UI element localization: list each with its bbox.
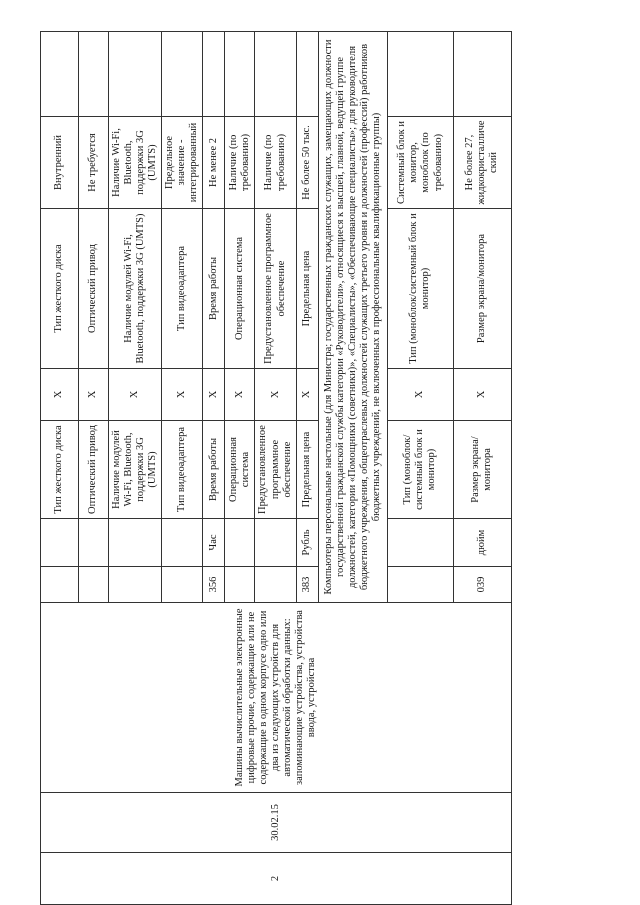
okei-code-cell [255, 567, 296, 603]
unit-cell [225, 519, 255, 567]
characteristic-name-cell: Наличие модулей Wi-Fi, Bluetooth, поддержки 3G (UMTS) [109, 421, 162, 519]
property-cell: Предельная цена [296, 209, 318, 369]
unit-cell [79, 519, 109, 567]
property-cell: Время работы [203, 209, 225, 369]
unit-cell [255, 519, 296, 567]
okei-code-cell [387, 567, 453, 603]
empty-cell [79, 32, 109, 117]
unit-cell [162, 519, 203, 567]
okei-code-cell [225, 567, 255, 603]
okei-code-cell [41, 567, 79, 603]
property-cell: Тип (моноблок/системный блок и монитор) [387, 209, 453, 369]
value-cell: Наличие (по требованию) [225, 117, 255, 209]
mark-cell: Х [162, 369, 203, 421]
characteristic-name-cell: Тип (моноблок/системный блок и монитор) [387, 421, 453, 519]
unit-cell [387, 519, 453, 567]
property-cell: Наличие модулей Wi-Fi, Bluetooth, поддержки 3G (UMTS) [109, 209, 162, 369]
property-cell: Тип видеоадаптера [162, 209, 203, 369]
requirements-table [40, 31, 512, 905]
property-cell: Размер экрана/монитора [453, 209, 511, 369]
value-cell: Не более 50 тыс. [296, 117, 318, 209]
empty-cell [387, 32, 453, 117]
okei-code-cell: 039 [453, 567, 511, 603]
unit-cell: Рубль [296, 519, 318, 567]
characteristic-name-cell: Предельная цена [296, 421, 318, 519]
unit-cell: Час [203, 519, 225, 567]
characteristic-name-cell: Тип видеоадаптера [162, 421, 203, 519]
group-description-cell: Компьютеры персональные настольные (для Министра; государственных гражданских служащих, замещающих должности государственной гражданской службы категории «Руководители», относящиеся к высшей, главной, ведущей группе должностей, категории «Помощники (советники)», «Специалисты», «Обеспечивающие специалисты»; для руководителя бюджетного учреждения, общеотраслевых должностей служащих третьего уровня и должностей (профессий) работников бюджетных учреждений, не включенных в профессиональные квалификационные группы) [318, 32, 387, 603]
empty-cell [109, 32, 162, 117]
table-row [41, 32, 79, 905]
unit-cell: дюйм [453, 519, 511, 567]
empty-cell [203, 32, 225, 117]
empty-cell [296, 32, 318, 117]
okpd-code-cell: 30.02.15 [41, 793, 512, 853]
mark-cell: Х [387, 369, 453, 421]
mark-cell: Х [255, 369, 296, 421]
value-cell: Системный блок и монитор, моноблок (по требованию) [387, 117, 453, 209]
property-cell: Тип жесткого диска [41, 209, 79, 369]
empty-cell [225, 32, 255, 117]
empty-cell [41, 32, 79, 117]
unit-cell [41, 519, 79, 567]
value-cell: Предельное значение - интегрированный [162, 117, 203, 209]
okei-code-cell: 356 [203, 567, 225, 603]
okei-code-cell [162, 567, 203, 603]
mark-cell: Х [79, 369, 109, 421]
value-cell: Наличие (по требованию) [255, 117, 296, 209]
value-cell: Внутренний [41, 117, 79, 209]
mark-cell: Х [203, 369, 225, 421]
value-cell: Не более 27, жидкокристаллический [453, 117, 511, 209]
empty-cell [453, 32, 511, 117]
characteristic-name-cell: Время работы [203, 421, 225, 519]
row-number-cell: 2 [41, 853, 512, 905]
property-cell: Операционная система [225, 209, 255, 369]
value-cell: Не менее 2 [203, 117, 225, 209]
property-cell: Оптический привод [79, 209, 109, 369]
unit-cell [109, 519, 162, 567]
property-cell: Предустановленное программное обеспечение [255, 209, 296, 369]
empty-cell [255, 32, 296, 117]
value-cell: Не требуется [79, 117, 109, 209]
characteristic-name-cell: Тип жесткого диска [41, 421, 79, 519]
mark-cell: Х [225, 369, 255, 421]
mark-cell: Х [109, 369, 162, 421]
characteristic-name-cell: Оптический привод [79, 421, 109, 519]
mark-cell: Х [41, 369, 79, 421]
okei-code-cell [109, 567, 162, 603]
characteristic-name-cell: Операционная система [225, 421, 255, 519]
empty-cell [162, 32, 203, 117]
mark-cell: Х [296, 369, 318, 421]
characteristic-name-cell: Предустановленное программное обеспечение [255, 421, 296, 519]
mark-cell: Х [453, 369, 511, 421]
okei-code-cell: 383 [296, 567, 318, 603]
value-cell: Наличие Wi-Fi, Bluetooth, поддержки 3G (UMTS) [109, 117, 162, 209]
product-name-cell: Машины вычислительные электронные цифровые прочие, содержащие или не содержащие в одном корпусе одно или два из следующих устройств для автоматической обработки данных: запоминающие устройства, устройства ввода, устройства [41, 603, 512, 793]
characteristic-name-cell: Размер экрана/монитора [453, 421, 511, 519]
okei-code-cell [79, 567, 109, 603]
